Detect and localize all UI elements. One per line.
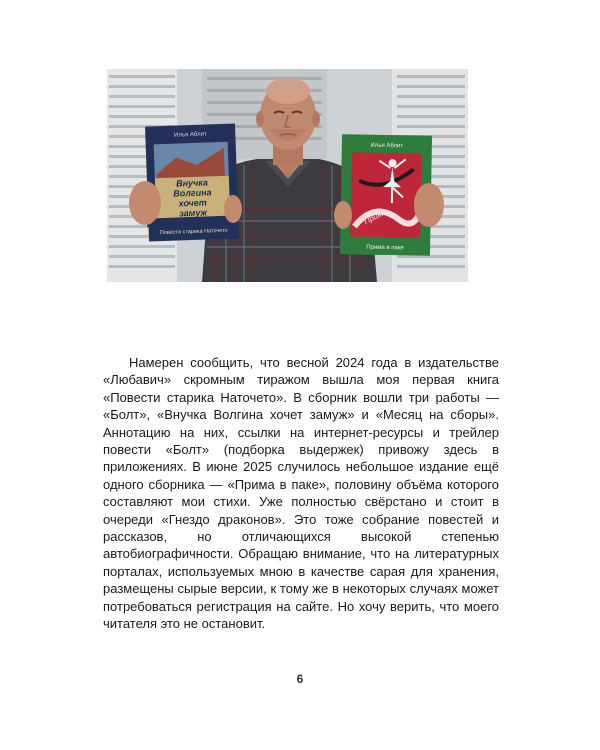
book-left-author: Илья Аблит xyxy=(173,131,207,139)
book-left xyxy=(129,123,242,241)
book-left-series: Повести старика Наточето xyxy=(159,227,228,237)
book-right xyxy=(334,134,444,256)
book-right-author: Илья Аблит xyxy=(370,142,404,150)
body-paragraph-block xyxy=(103,354,499,633)
book-left-title-4: замуж xyxy=(178,207,208,219)
page-number: 6 xyxy=(296,672,304,686)
main-paragraph: Намерен сообщить, что весной 2024 года в издательстве «Любавич» скромным тиражом вышла моя первая книга «Повести старика Наточето». В сборник вошли три работы — «Болт», «Внучка Волгина хочет замуж» и «Месяц на сборы». Аннотацию на них, ссылки на интернет-ресурсы и трейлер повести «Болт» (подборка выдержек) привожу здесь в приложениях. В июне 2025 случилось небольшое издание ещё одного сборника — «Прима в паке», половину объёма которого составляют мои стихи. Уже полностью свёрстано и стоит в очереди «Гнездо драконов». Это тоже собрание повестей и рассказов, но отличающихся высокой степенью автобиографичности. Обращаю внимание, что на литературных порталах, используемых мною в качестве сарая для хранения, размещены сырые версии, к тому же в некоторых случаях может потребоваться регистрация на сайте. Но хочу верить, что моего читателя это не остановит. xyxy=(103,355,499,632)
author-photo xyxy=(107,69,468,282)
book-right-series: Прима в паке xyxy=(366,244,404,252)
book-right-cover-word: Прима xyxy=(362,207,389,227)
book-left-title-3: хочет xyxy=(178,197,207,209)
book-left-title-2: Волгина xyxy=(173,187,212,199)
book-left-title-1: Внучка xyxy=(175,177,209,189)
